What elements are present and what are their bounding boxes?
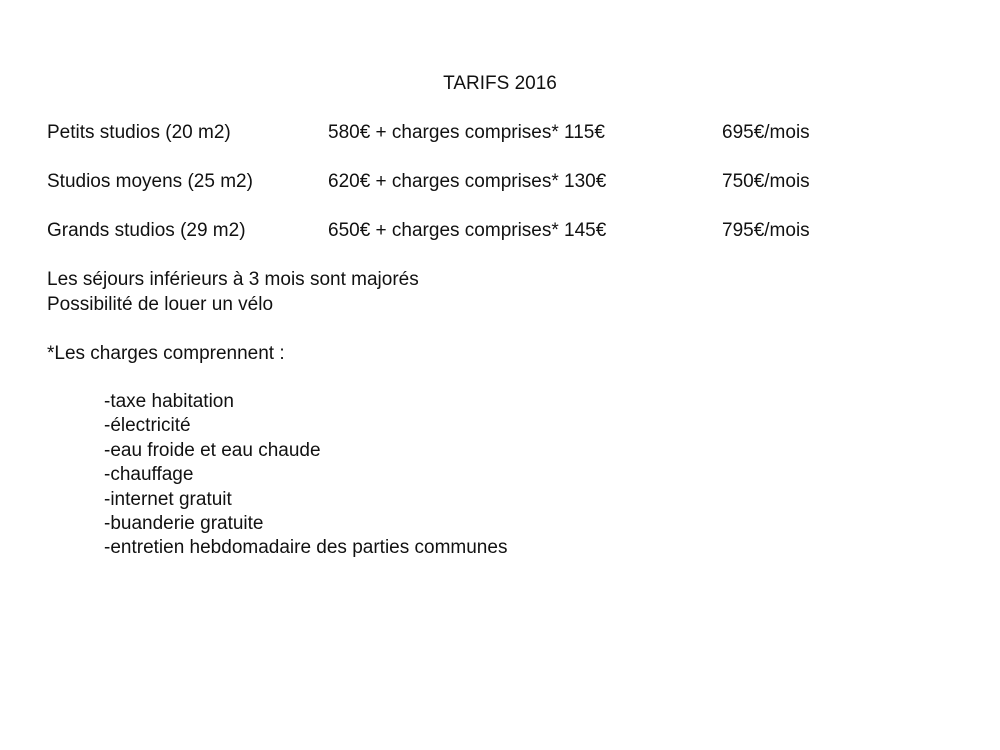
studio-type: Studios moyens (25 m2) — [47, 171, 253, 192]
price-total: 695€/mois — [722, 122, 810, 143]
charges-title: *Les charges comprennent : — [47, 343, 285, 364]
note-short-stay: Les séjours inférieurs à 3 mois sont majorés — [47, 269, 419, 290]
price-row-petits-studios — [47, 121, 947, 145]
list-item: -taxe habitation — [104, 391, 234, 412]
price-total: 795€/mois — [722, 220, 810, 241]
price-row-grands-studios — [47, 219, 947, 243]
list-item: -chauffage — [104, 464, 194, 486]
price-detail: 580€ + charges comprises* 115€ — [328, 122, 605, 143]
page-title: TARIFS 2016 — [443, 73, 557, 94]
list-item: -électricité — [104, 415, 191, 437]
price-row-studios-moyens — [47, 170, 947, 194]
note-bike-rental: Possibilité de louer un vélo — [47, 293, 274, 315]
studio-type: Grands studios (29 m2) — [47, 220, 246, 241]
studio-type: Petits studios (20 m2) — [47, 122, 231, 143]
list-item: -internet gratuit — [104, 488, 232, 510]
price-detail: 650€ + charges comprises* 145€ — [328, 220, 607, 241]
list-item: -eau froide et eau chaude — [104, 439, 321, 461]
notes-block — [47, 268, 947, 317]
list-item: -buanderie gratuite — [104, 512, 264, 534]
price-total: 750€/mois — [722, 171, 810, 192]
list-item: -entretien hebdomadaire des parties communes — [104, 537, 508, 559]
charges-list — [104, 390, 507, 561]
price-detail: 620€ + charges comprises* 130€ — [328, 171, 607, 192]
